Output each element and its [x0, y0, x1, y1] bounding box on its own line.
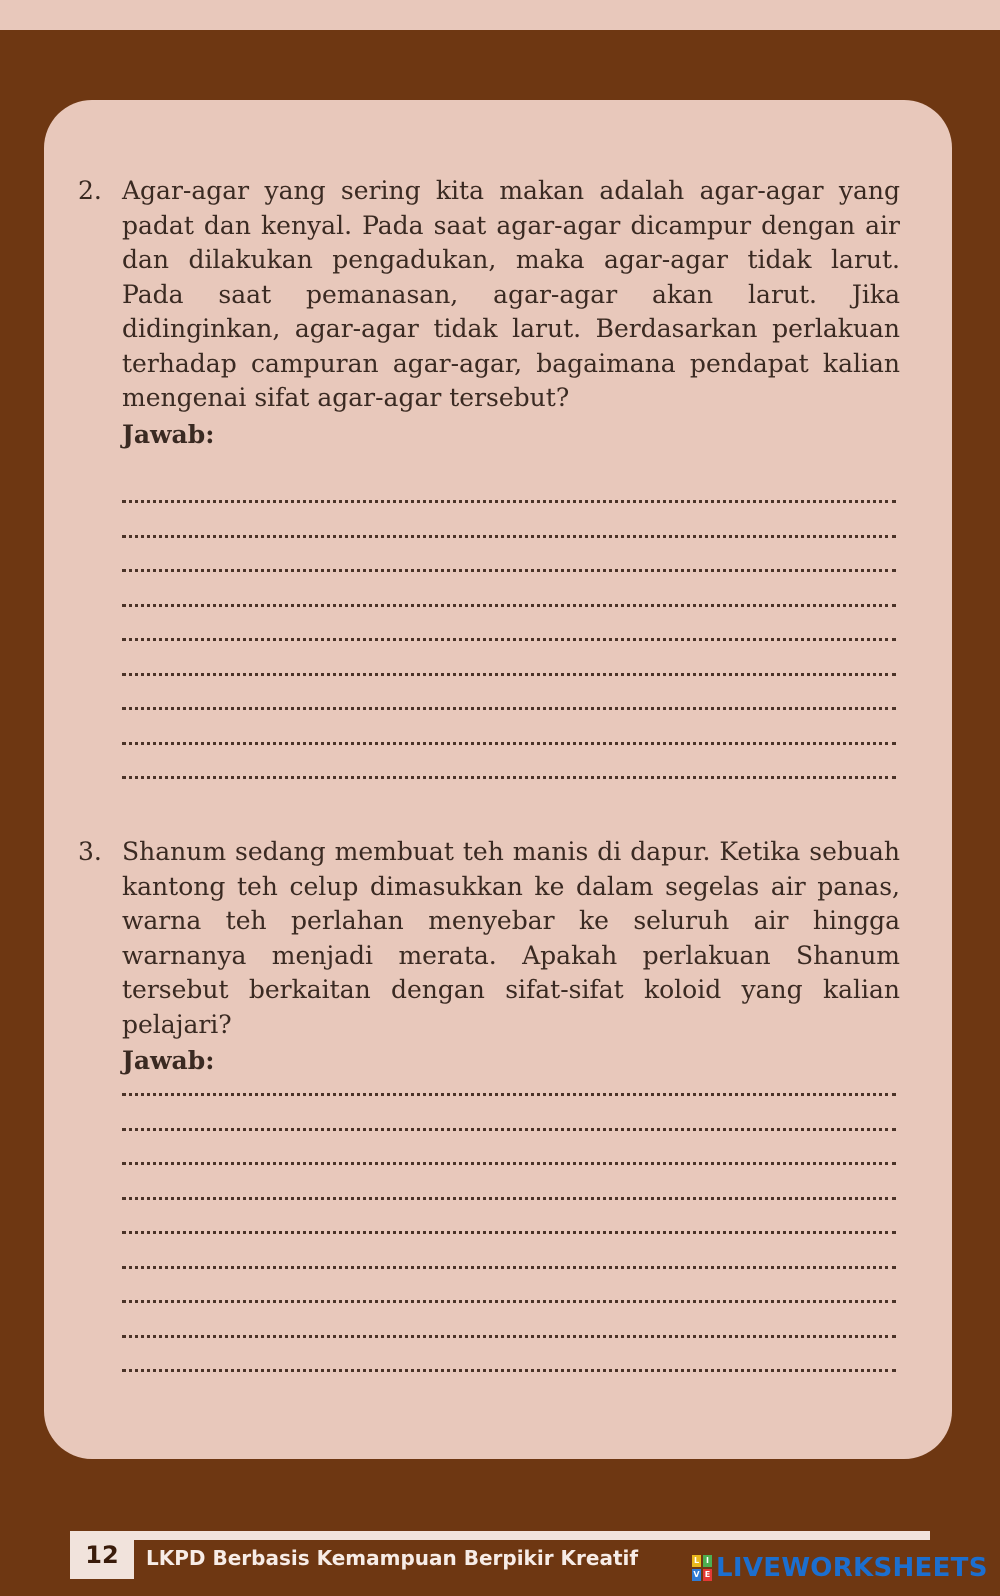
answer-line[interactable] — [122, 1197, 896, 1200]
question-number: 2. — [78, 176, 102, 205]
question-text: Shanum sedang membuat teh manis di dapur. Ketika sebuah kantong teh celup dimasukkan ke dalam segelas air panas, warna teh perlahan menyebar ke seluruh air hingga warnanya menjadi merata. Apakah perlakuan Shanum tersebut berkaitan dengan sifat-sifat koloid yang kalian pelajari? — [122, 837, 900, 1039]
answer-line[interactable] — [122, 638, 896, 641]
answer-line[interactable] — [122, 535, 896, 538]
answer-line[interactable] — [122, 1162, 896, 1165]
answer-line[interactable] — [122, 1231, 896, 1234]
logo-letter: L — [693, 1556, 700, 1565]
answer-line[interactable] — [122, 604, 896, 607]
answer-line[interactable] — [122, 1369, 896, 1372]
top-strip — [0, 0, 1000, 30]
logo-letter: E — [704, 1570, 711, 1579]
liveworksheets-logo-icon — [692, 1555, 712, 1581]
liveworksheets-watermark[interactable]: LIVEWORKSHEETS — [716, 1553, 988, 1583]
answer-line[interactable] — [122, 1300, 896, 1303]
answer-label: Jawab: — [122, 419, 215, 449]
question-text: Agar-agar yang sering kita makan adalah agar-agar yang padat dan kenyal. Pada saat agar-agar dicampur dengan air dan dilakukan pengadukan, maka agar-agar tidak larut. Pada saat pemanasan, agar-agar akan larut. Jika didinginkan, agar-agar tidak larut. Berdasarkan perlakuan terhadap campuran agar-agar, bagaimana pendapat kalian mengenai sifat agar-agar tersebut? — [122, 176, 900, 412]
answer-line[interactable] — [122, 742, 896, 745]
logo-letter: I — [703, 1555, 712, 1567]
answer-line[interactable] — [122, 1266, 896, 1269]
answer-line[interactable] — [122, 707, 896, 710]
footer-bar — [70, 1531, 930, 1540]
answer-line[interactable] — [122, 776, 896, 779]
answer-line[interactable] — [122, 569, 896, 572]
footer-title: LKPD Berbasis Kemampuan Berpikir Kreatif — [146, 1546, 639, 1570]
answer-line[interactable] — [122, 673, 896, 676]
answer-line[interactable] — [122, 1093, 896, 1096]
answer-label: Jawab: — [122, 1046, 215, 1075]
question-3 — [78, 835, 900, 1079]
answer-line[interactable] — [122, 1335, 896, 1338]
answer-line[interactable] — [122, 500, 896, 503]
question-number: 3. — [78, 837, 102, 866]
answer-line[interactable] — [122, 1128, 896, 1131]
page-number: 12 — [70, 1531, 134, 1579]
logo-letter: V — [693, 1570, 700, 1579]
question-2 — [78, 174, 900, 452]
